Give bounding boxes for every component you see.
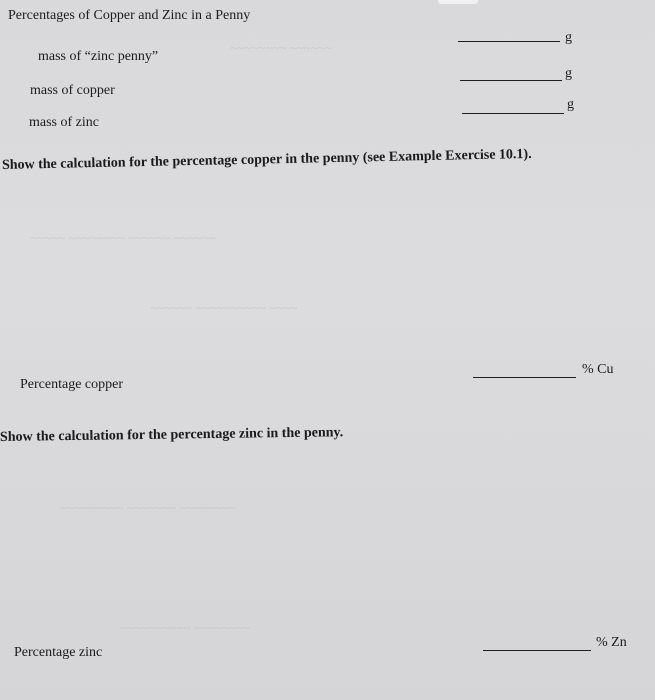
copper-mass-blank[interactable] [460, 80, 562, 81]
gram-unit: g [567, 97, 574, 112]
zinc-penny-mass-blank[interactable] [458, 41, 560, 42]
zinc-calculation-instruction: Show the calculation for the percentage zinc in the penny. [0, 425, 344, 445]
zinc-penny-mass-label: mass of “zinc penny” [38, 49, 159, 64]
page-edge-mark [438, 0, 478, 4]
bleed-through-text: ~~~~~~~~~ ~~~~~~~ ~~~~~~~~ [60, 500, 236, 515]
gram-unit: g [565, 66, 572, 81]
percentage-zinc-label: Percentage zinc [14, 645, 103, 660]
bleed-through-text: ~~~~~~~~~~ ~~~~~~~~ [120, 620, 250, 635]
copper-mass-label: mass of copper [30, 83, 115, 98]
bleed-through-text: ~~~~~~ ~~~~~~~~~~ ~~~~ [150, 300, 298, 315]
bleed-through-text: ~~~~~~~~ ~~~~~~ [230, 40, 332, 55]
copper-percent-unit: % Cu [582, 362, 614, 377]
bleed-through-text: ~~~~~ ~~~~~~~~ ~~~~~~ ~~~~~~ [30, 230, 216, 245]
percentage-copper-label: Percentage copper [20, 377, 123, 392]
copper-calculation-instruction: Show the calculation for the percentage copper in the penny (see Example Exercise 10.1). [1, 146, 532, 173]
zinc-mass-label: mass of zinc [29, 115, 99, 130]
percentage-copper-blank[interactable] [473, 377, 576, 378]
percentage-zinc-blank[interactable] [483, 650, 591, 651]
worksheet-title: Percentages of Copper and Zinc in a Penny [8, 8, 251, 23]
zinc-mass-blank[interactable] [462, 113, 564, 114]
gram-unit: g [565, 30, 572, 45]
zinc-percent-unit: % Zn [596, 635, 627, 650]
